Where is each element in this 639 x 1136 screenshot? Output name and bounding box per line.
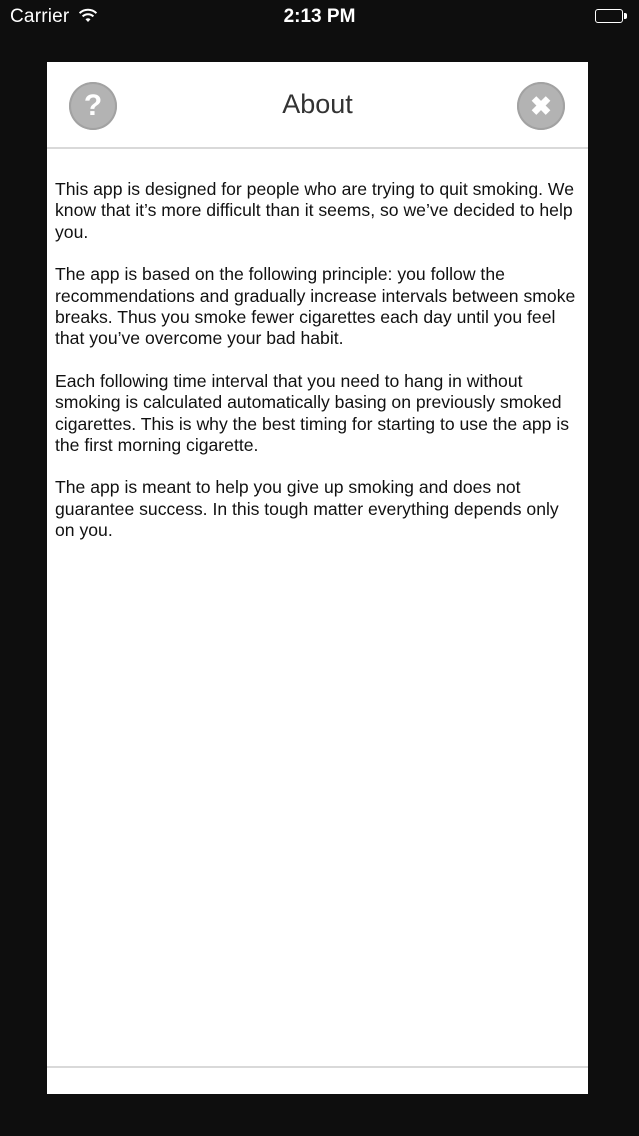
about-paragraph: The app is based on the following principle: you follow the recommendations and gradually increase intervals between smoke breaks. Thus you smoke fewer cigarettes each day until you feel that you’ve overcome your bad habit. — [55, 264, 576, 349]
close-icon: ✖ — [530, 90, 552, 121]
about-paragraph: Each following time interval that you need to hang in without smoking is calculated automatically basing on previously smoked cigarettes. This is why the best timing for starting to use the app is the first morning cigarette. — [55, 370, 570, 456]
about-text — [55, 179, 583, 563]
dialog-header — [47, 62, 588, 149]
carrier-label: Carrier — [10, 6, 70, 27]
about-paragraph: The app is meant to help you give up smoking and does not guarantee success. In this tough matter everything depends only on you. — [55, 477, 559, 541]
question-icon: ? — [83, 89, 103, 122]
about-paragraph: This app is designed for people who are trying to quit smoking. We know that it’s more difficult than it seems, so we’ve decided to help you. — [55, 179, 574, 242]
about-dialog — [47, 62, 588, 1094]
dialog-title: About — [282, 89, 353, 119]
close-button[interactable] — [517, 82, 565, 130]
footer-divider — [47, 1066, 588, 1068]
status-bar — [0, 0, 639, 34]
battery-icon — [595, 9, 629, 25]
status-time: 2:13 PM — [283, 6, 356, 27]
